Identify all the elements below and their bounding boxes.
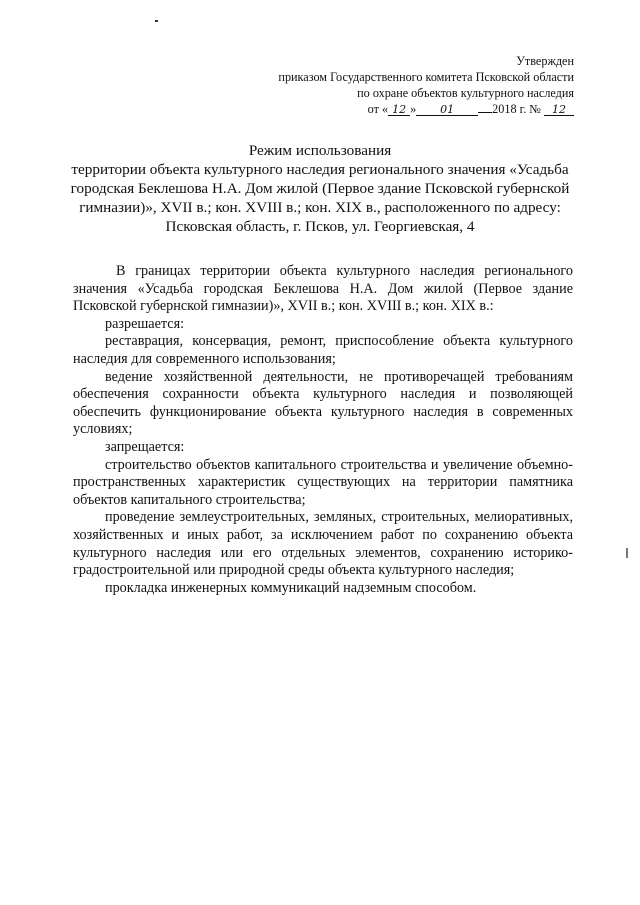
forbidden-item-2: проведение землеустроительных, земляных, строительных, мелиоративных, хозяйственных и иных работ, за исключением работ по сохранению объекта культурного наследия или его отдельных элементов, сохранению историко-градостроительной или природной среды объекта культурного наследия;: [73, 509, 573, 579]
allowed-item-1: реставрация, консервация, ремонт, приспособление объекта культурного наследия для современного использования;: [73, 333, 573, 367]
title-line-4: гимназии)», XVII в.; кон. XVIII в.; кон. XIX в., расположенного по адресу:: [79, 199, 561, 216]
allowed-item-2: ведение хозяйственной деятельности, не противоречащей требованиям обеспечения сохранности объекта культурного наследия и позволяющей обеспечить функционирование объекта культурного наследия в современных условиях;: [73, 368, 573, 438]
date-prefix: от «: [367, 102, 389, 116]
forbidden-heading: запрещается:: [105, 438, 185, 455]
date-year-and-number-label: 2018 г. №: [492, 102, 541, 116]
document-body: [73, 263, 573, 597]
approval-committee-line: по охране объектов культурного наследия: [357, 86, 574, 100]
approval-stamp-block: [214, 53, 574, 117]
intro-paragraph: В границах территории объекта культурного наследия регионального значения «Усадьба городская Беклешова Н.А. Дом жилой (Первое здание Псковской губернской гимназии)», XVII в.; кон. XVIII в.; кон. XIX в.:: [73, 263, 573, 315]
allowed-heading: разрешается:: [105, 315, 185, 332]
date-quote-close: »: [410, 102, 417, 116]
handwritten-month: 01: [416, 104, 478, 116]
handwritten-order-number: 12: [544, 104, 574, 116]
approval-order-line: приказом Государственного комитета Псковской области: [278, 70, 574, 84]
approval-date-line: [214, 101, 574, 117]
document-title: [60, 141, 580, 236]
scan-edge-mark: [626, 548, 628, 558]
forbidden-item-1: строительство объектов капитального строительства и увеличение объемно-пространственных характеристик существующих на территории памятника объектов капитального строительства;: [73, 456, 573, 508]
scan-speck: [155, 20, 158, 22]
title-line-1: Режим использования: [248, 142, 392, 159]
date-year-blank: [478, 112, 492, 113]
title-line-2: территории объекта культурного наследия регионального значения «Усадьба: [71, 161, 569, 178]
title-line-3: городская Беклешова Н.А. Дом жилой (Первое здание Псковской губернской: [70, 180, 570, 197]
title-line-5: Псковская область, г. Псков, ул. Георгиевская, 4: [165, 218, 475, 235]
handwritten-day: 12: [388, 104, 410, 116]
approval-heading: Утвержден: [516, 54, 574, 68]
forbidden-item-3: прокладка инженерных коммуникаций надземным способом.: [105, 579, 477, 596]
